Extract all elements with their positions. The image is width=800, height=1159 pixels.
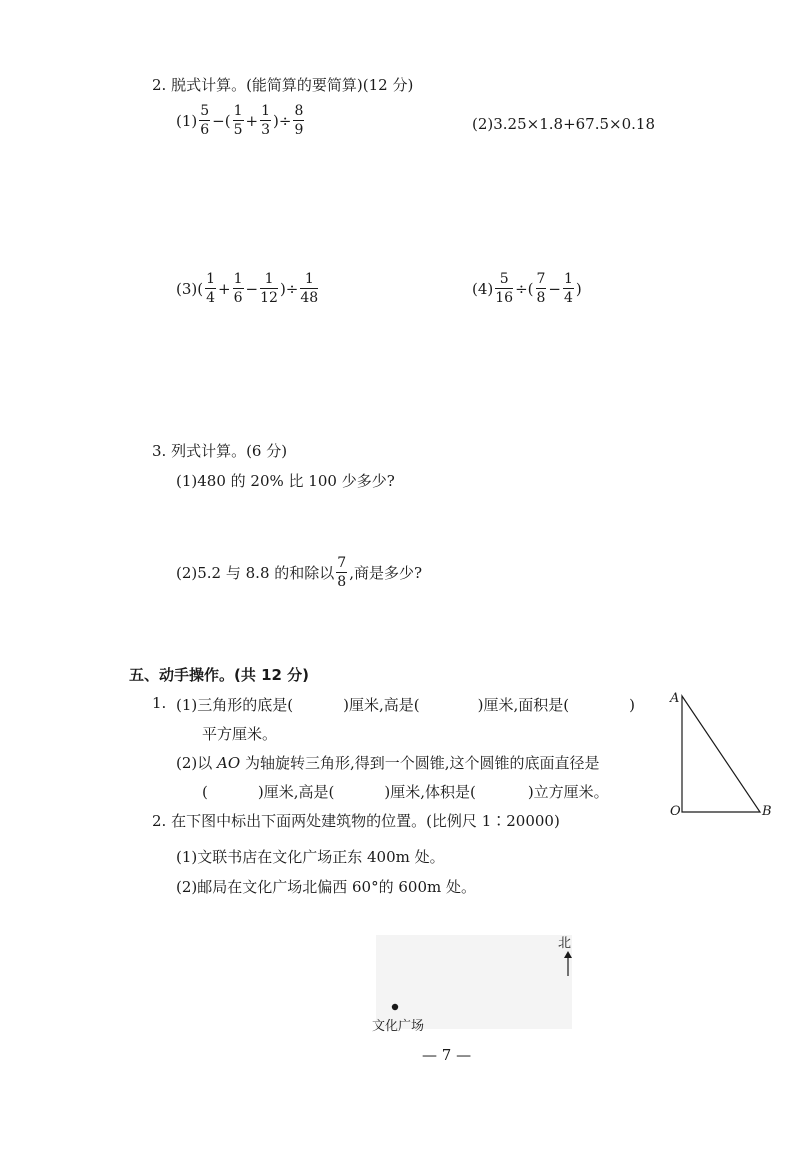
north-label: 北 (558, 936, 572, 951)
text: (1)三角形的底是( (176, 696, 294, 714)
q2-map-problem-1: (1)文联书店在文化广场正东 400m 处。 (176, 848, 445, 866)
text: ( (202, 783, 208, 801)
text: 为轴旋转三角形,得到一个圆锥,这个圆锥的底面直径是 (244, 754, 600, 772)
label: (1) (176, 111, 198, 130)
operator: ÷( (515, 279, 534, 298)
fraction: $\frac{1}{12}$ (260, 271, 278, 306)
north-arrow-icon (562, 950, 574, 978)
label: (4) (472, 279, 494, 298)
operator: + (245, 111, 259, 130)
q2-problem-3 (176, 272, 320, 305)
vertex-b-label: B (762, 804, 772, 819)
culture-square-label: 文化广场 (372, 1019, 425, 1034)
fraction: $\frac{1}{48}$ (300, 271, 319, 306)
vertex-o-label: O (670, 804, 681, 819)
operator: − (548, 279, 561, 298)
q2-problem-4 (472, 272, 582, 305)
text: )厘米,面积是( (477, 696, 570, 714)
q3-problem-2 (176, 556, 422, 589)
fraction: $\frac{1}{4}$ (206, 271, 216, 306)
q2-problem-1 (176, 104, 306, 137)
text: (2)以 (176, 754, 213, 772)
text: )厘米,体积是( (384, 783, 476, 801)
text-after: ,商是多少? (349, 564, 422, 582)
fraction: $\frac{5}{6}$ (200, 103, 210, 138)
fraction: $\frac{7}{8}$ (337, 555, 347, 590)
fraction: $\frac{7}{8}$ (536, 271, 546, 306)
q1-line-4 (202, 781, 609, 802)
fraction: $\frac{5}{16}$ (495, 271, 514, 306)
triangle-shape (682, 696, 760, 812)
q2-map-problem-2: (2)邮局在文化广场北偏西 60°的 600m 处。 (176, 878, 476, 896)
text: )厘米,高是( (257, 783, 335, 801)
operator: −( (212, 111, 231, 130)
text: )立方厘米。 (527, 783, 609, 801)
q1-line-3 (176, 752, 600, 773)
fraction: $\frac{1}{5}$ (233, 103, 243, 138)
page-number: — 7 — (422, 1046, 472, 1064)
q2-title: 2. 脱式计算。(能简算的要简算)(12 分) (152, 76, 414, 94)
fraction: $\frac{1}{3}$ (261, 103, 271, 138)
text: )厘米,高是( (343, 696, 420, 714)
operator: )÷ (279, 279, 299, 298)
q1-number: 1. (152, 694, 167, 712)
q2-problem-2: (2)3.25×1.8+67.5×0.18 (472, 115, 656, 133)
q2-map-title: 2. 在下图中标出下面两处建筑物的位置。(比例尺 1∶20000) (152, 812, 560, 830)
q1-line-2: 平方厘米。 (202, 725, 278, 743)
operator: − (245, 279, 259, 298)
operator: )÷ (273, 111, 292, 130)
section-5-title: 五、动手操作。(共 12 分) (129, 666, 310, 684)
label: (3)( (176, 279, 204, 298)
operator: + (218, 279, 231, 298)
fraction: $\frac{1}{6}$ (233, 271, 243, 306)
axis-label: AO (217, 754, 241, 772)
q1-line-1 (176, 694, 635, 715)
text-before: (2)5.2 与 8.8 的和除以 (176, 564, 335, 582)
fraction: $\frac{1}{4}$ (564, 271, 573, 306)
q3-title: 3. 列式计算。(6 分) (152, 442, 288, 460)
text: ) (629, 696, 635, 714)
operator: ) (575, 279, 582, 298)
q3-problem-1: (1)480 的 20% 比 100 少多少? (176, 472, 395, 490)
fraction: $\frac{8}{9}$ (294, 103, 304, 138)
center-point-icon (390, 1002, 400, 1012)
vertex-a-label: A (670, 691, 680, 706)
